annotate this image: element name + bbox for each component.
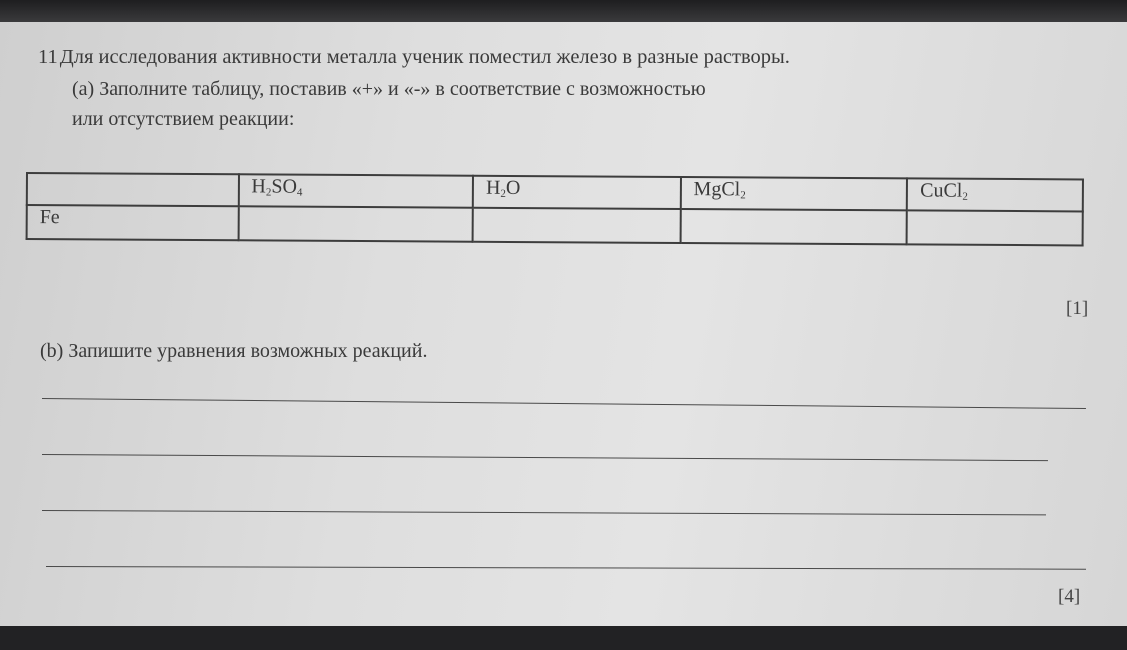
header-mgcl2: MgCl$_2$ bbox=[680, 177, 907, 210]
table-corner-cell bbox=[27, 173, 239, 206]
answer-line-3[interactable] bbox=[42, 510, 1046, 515]
answer-line-4[interactable] bbox=[46, 566, 1086, 570]
worksheet-page bbox=[0, 22, 1127, 626]
question-part-b: (b) Запишите уравнения возможных реакций. bbox=[40, 340, 428, 362]
row-label-fe: Fe bbox=[27, 205, 239, 240]
cell-fe-cucl2[interactable] bbox=[907, 210, 1083, 245]
answer-line-1[interactable] bbox=[42, 398, 1086, 409]
header-cucl2: CuCl$_2$ bbox=[907, 178, 1083, 211]
question-part-a-instruction: (a) Заполните таблицу, поставив «+» и «-» в соответствие с возможностью bbox=[72, 78, 706, 100]
cell-fe-mgcl2[interactable] bbox=[680, 209, 907, 244]
reaction-table bbox=[26, 172, 1084, 246]
question-number: 11 bbox=[38, 46, 58, 68]
mark-part-a: [1] bbox=[1066, 298, 1089, 319]
question-title bbox=[38, 46, 790, 69]
cell-fe-h2so4[interactable] bbox=[238, 206, 473, 241]
question-part-a-instruction-cont: или отсутствием реакции: bbox=[72, 108, 295, 130]
header-h2o: $H_2O$ bbox=[473, 176, 681, 209]
cell-fe-h2o[interactable] bbox=[473, 208, 681, 243]
table-row bbox=[27, 205, 1083, 245]
top-background bbox=[0, 0, 1127, 22]
header-h2so4: $H_2SO_4$ bbox=[238, 174, 473, 207]
answer-line-2[interactable] bbox=[42, 454, 1048, 461]
question-intro: Для исследования активности металла ученик поместил железо в разные растворы. bbox=[59, 46, 790, 68]
bottom-background bbox=[0, 626, 1127, 650]
mark-part-b: [4] bbox=[1058, 586, 1081, 607]
